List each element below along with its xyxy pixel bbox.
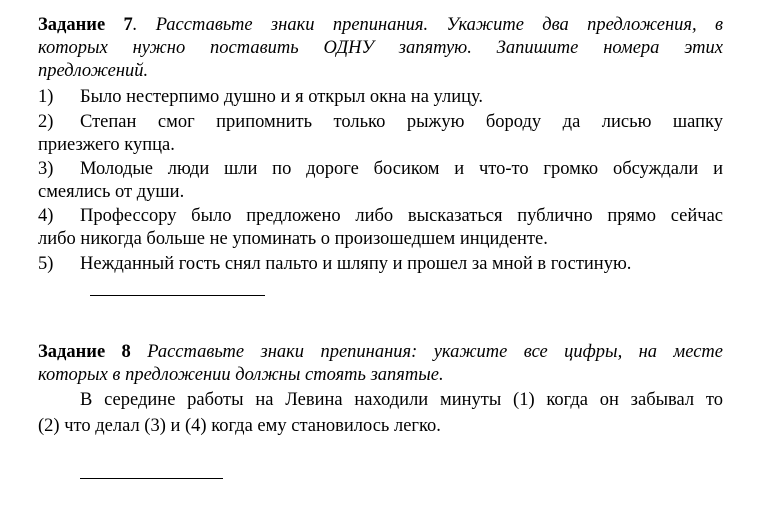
task7-instruction-text2: которых нужно поставить ОДНУ запятую. Запишите номера этих xyxy=(38,38,723,58)
task7-item-2-cont xyxy=(38,134,723,156)
task8-instruction-text1: Расставьте знаки препинания: укажите все цифры, на месте xyxy=(147,342,723,362)
task7-item-3-text-cont: смеялись от души. xyxy=(38,182,185,202)
task7-item-4-text-cont: либо никогда больше не упоминать о произошедшем инциденте. xyxy=(38,229,548,249)
task7-item-5-number: 5) xyxy=(38,254,54,274)
task7-item-4 xyxy=(38,205,723,227)
task8-answer-line[interactable] xyxy=(80,478,223,479)
task7-item-3-text: Молодые люди шли по дороге босиком и что-то громко обсуждали и xyxy=(80,159,723,179)
task7-instruction-text3: предложений. xyxy=(38,61,149,81)
task8-sentence-line2 xyxy=(38,415,723,437)
task7-instruction-line3 xyxy=(38,60,723,82)
task7-answer-line[interactable] xyxy=(90,295,265,296)
task8-instruction-line2 xyxy=(38,364,723,386)
task7-item-1-number: 1) xyxy=(38,87,54,107)
task7-instruction-text1: . Расставьте знаки препинания. Укажите два предложения, в xyxy=(132,15,723,35)
task7-item-2-text-cont: приезжего купца. xyxy=(38,135,175,155)
task8-instruction-text2: которых в предложении должны стоять запятые. xyxy=(38,365,444,385)
task8-sentence-text2: (2) что делал (3) и (4) когда ему становилось легко. xyxy=(38,416,441,436)
task7-item-4-number: 4) xyxy=(38,206,54,226)
task7-item-5 xyxy=(38,253,723,275)
task8-instruction-line1 xyxy=(38,341,723,363)
task7-item-3-number: 3) xyxy=(38,159,54,179)
task8-sentence-line1 xyxy=(80,389,723,411)
task7-item-1 xyxy=(38,86,723,108)
task7-item-4-text: Профессору было предложено либо высказаться публично прямо сейчас xyxy=(80,206,723,226)
task7-title: Задание 7 xyxy=(38,15,133,35)
task8-title: Задание 8 xyxy=(38,342,131,362)
task7-item-2 xyxy=(38,111,723,133)
task7-item-2-text: Степан смог припомнить только рыжую бороду да лисью шапку xyxy=(80,112,723,132)
task7-item-3 xyxy=(38,158,723,180)
task7-item-1-text: Было нестерпимо душно и я открыл окна на улицу. xyxy=(80,87,484,107)
task7-item-5-text: Нежданный гость снял пальто и шляпу и прошел за мной в гостиную. xyxy=(80,254,632,274)
task7-instruction-line1 xyxy=(38,14,723,36)
task7-item-2-number: 2) xyxy=(38,112,54,132)
task7-instruction-line2 xyxy=(38,37,723,59)
task7-item-4-cont xyxy=(38,228,723,250)
task7-item-3-cont xyxy=(38,181,723,203)
task8-sentence-text1: В середине работы на Левина находили минуты (1) когда он забывал то xyxy=(80,390,723,410)
